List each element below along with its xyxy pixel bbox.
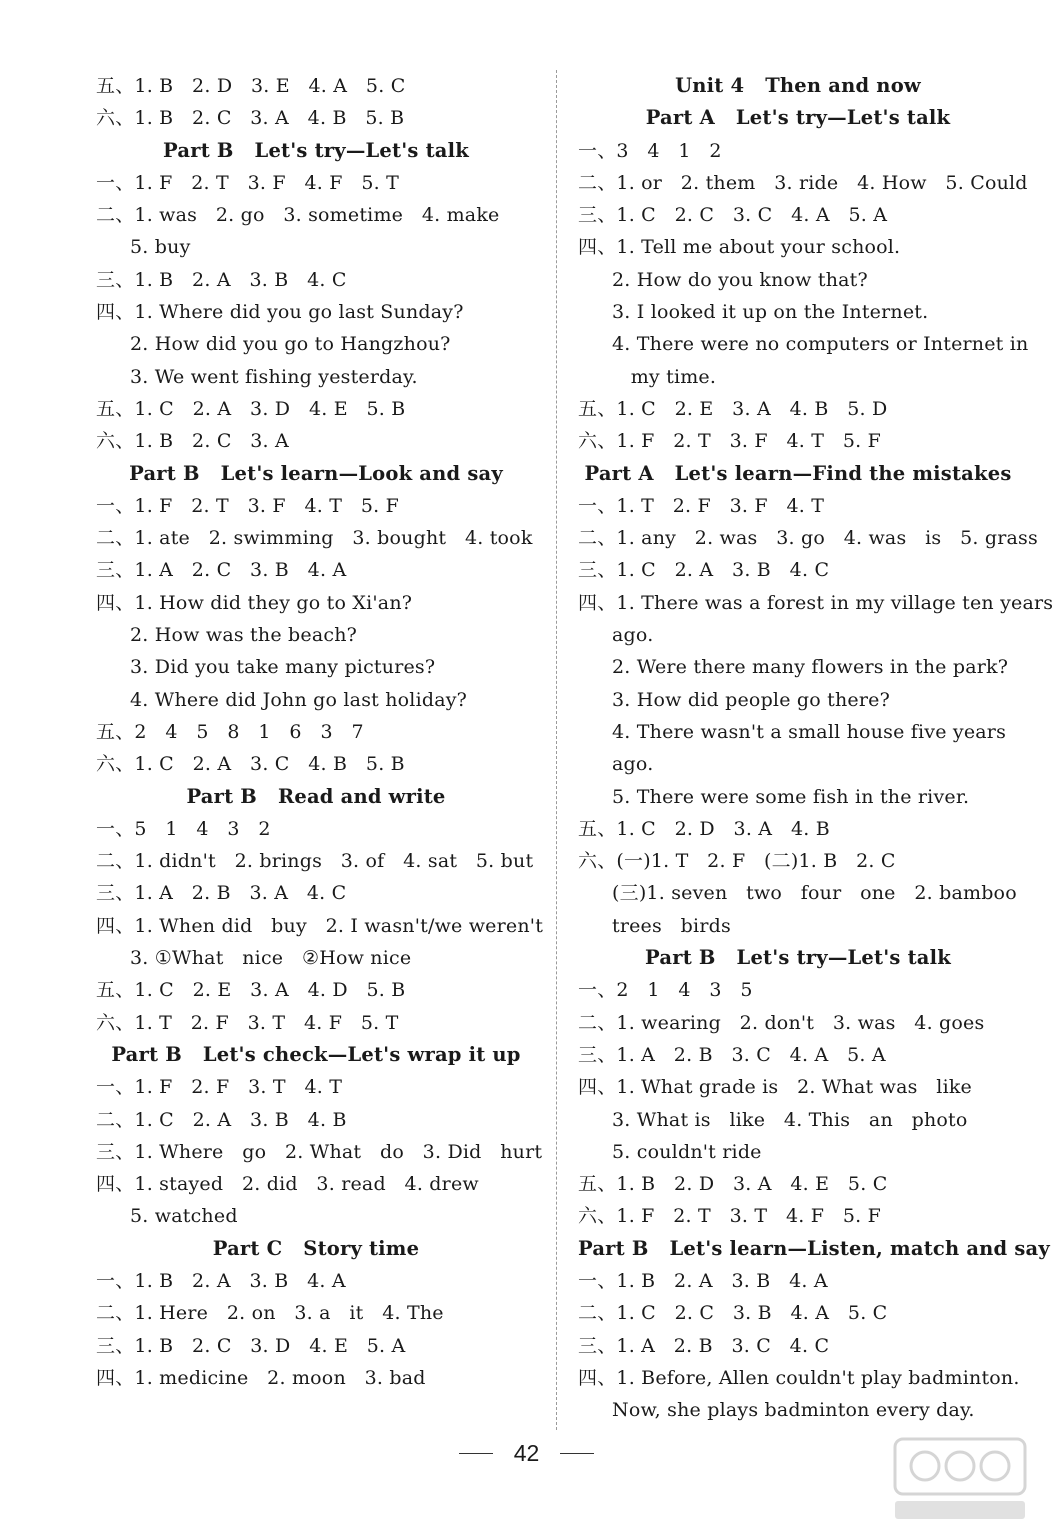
right-answer-line: 四、1. There was a forest in my village ten years <box>578 591 1053 614</box>
right-answer-line: 二、1. wearing 2. don't 3. was 4. goes <box>578 1011 985 1034</box>
right-answer-line: 一、3 4 1 2 <box>578 139 722 162</box>
right-answer-line: 六、(一)1. T 2. F (二)1. B 2. C <box>578 850 896 873</box>
left-answer-line: 三、1. Where go 2. What do 3. Did hurt <box>96 1140 543 1163</box>
right-answer-line: 四、1. What grade is 2. What was like <box>578 1076 973 1099</box>
left-answer-line: 二、1. ate 2. swimming 3. bought 4. took <box>96 527 533 550</box>
left-answer-line: 3. We went fishing yesterday. <box>130 365 418 388</box>
right-answer-line: my time. <box>612 365 717 388</box>
left-answer-line: 四、1. stayed 2. did 3. read 4. drew <box>96 1173 479 1196</box>
right-answer-line: 五、1. C 2. D 3. A 4. B <box>578 817 830 840</box>
right-answer-line: 四、1. Tell me about your school. <box>578 236 901 259</box>
right-answer-line: 一、2 1 4 3 5 <box>578 979 753 1002</box>
left-answer-line: 三、1. A 2. C 3. B 4. A <box>96 559 347 582</box>
left-section-heading: Part B Let's try—Let's talk <box>163 138 469 162</box>
right-answer-line: 二、1. C 2. C 3. B 4. A 5. C <box>578 1302 888 1325</box>
right-answer-line: 5. There were some fish in the river. <box>612 785 970 808</box>
column-divider <box>556 70 557 1430</box>
left-answer-line: 二、1. Here 2. on 3. a it 4. The <box>96 1302 444 1325</box>
left-answer-line: 三、1. A 2. B 3. A 4. C <box>96 882 347 905</box>
right-answer-line: ago. <box>612 624 654 647</box>
left-answer-line: 五、1. B 2. D 3. E 4. A 5. C <box>96 75 406 97</box>
right-answer-line: 三、1. A 2. B 3. C 4. A 5. A <box>578 1043 886 1066</box>
left-answer-line: 六、1. T 2. F 3. T 4. F 5. T <box>96 1011 399 1034</box>
right-answer-line: 三、1. C 2. A 3. B 4. C <box>578 559 830 582</box>
right-answer-line: trees birds <box>612 914 731 937</box>
right-section-heading: Part B Let's learn—Listen, match and say <box>578 1236 1050 1260</box>
left-answer-line: 一、1. F 2. F 3. T 4. T <box>96 1076 343 1099</box>
right-answer-line: 一、1. B 2. A 3. B 4. A <box>578 1269 828 1292</box>
right-answer-line: 3. How did people go there? <box>612 688 890 711</box>
page-number: 42 <box>513 1440 540 1466</box>
right-answer-line: 2. Were there many flowers in the park? <box>612 656 1009 679</box>
right-answer-line: 四、1. Before, Allen couldn't play badminton. <box>578 1366 1020 1389</box>
left-answer-line: 四、1. How did they go to Xi'an? <box>96 591 413 614</box>
left-answer-line: 六、1. C 2. A 3. C 4. B 5. B <box>96 753 405 776</box>
right-answer-line: 五、1. B 2. D 3. A 4. E 5. C <box>578 1173 888 1196</box>
left-answer-column <box>96 70 544 1394</box>
right-answer-line: 4. There were no computers or Internet in <box>612 333 1029 356</box>
right-answer-line: (三)1. seven two four one 2. bamboo <box>612 882 1017 905</box>
footer-dash-left <box>459 1453 493 1454</box>
right-section-heading: Part A Let's learn—Find the mistakes <box>584 461 1012 485</box>
left-answer-line: 2. How did you go to Hangzhou? <box>130 333 451 356</box>
right-section-heading: Unit 4 Then and now <box>675 74 921 97</box>
left-answer-line: 六、1. B 2. C 3. A 4. B 5. B <box>96 107 405 130</box>
left-answer-line: 4. Where did John go last holiday? <box>130 688 468 711</box>
left-section-heading: Part B Read and write <box>186 784 446 808</box>
right-answer-line: 三、1. C 2. C 3. C 4. A 5. A <box>578 204 888 227</box>
watermark-logo <box>885 1431 1035 1526</box>
left-answer-line: 三、1. B 2. C 3. D 4. E 5. A <box>96 1334 406 1357</box>
left-answer-line: 五、1. C 2. E 3. A 4. D 5. B <box>96 979 406 1002</box>
right-answer-column <box>578 70 1053 1426</box>
right-answer-line: 一、1. T 2. F 3. F 4. T <box>578 494 825 517</box>
left-answer-line: 一、5 1 4 3 2 <box>96 817 271 840</box>
right-answer-line: 六、1. F 2. T 3. F 4. T 5. F <box>578 430 882 453</box>
left-answer-line: 四、1. When did buy 2. I wasn't/we weren't <box>96 914 544 937</box>
left-answer-line: 一、1. F 2. T 3. F 4. T 5. F <box>96 494 400 517</box>
left-answer-line: 3. ①What nice ②How nice <box>130 947 412 970</box>
right-answer-line: 三、1. A 2. B 3. C 4. C <box>578 1334 830 1357</box>
right-answer-line: 3. What is like 4. This an photo <box>612 1108 968 1131</box>
left-answer-line: 六、1. B 2. C 3. A <box>96 430 289 453</box>
left-section-heading: Part C Story time <box>212 1236 420 1260</box>
left-answer-line: 四、1. medicine 2. moon 3. bad <box>96 1366 426 1389</box>
footer-dash-right <box>560 1453 594 1454</box>
right-section-heading: Part A Let's try—Let's talk <box>645 106 951 130</box>
left-answer-line: 二、1. was 2. go 3. sometime 4. make <box>96 204 500 227</box>
right-answer-line: Now, she plays badminton every day. <box>612 1399 975 1422</box>
left-answer-line: 五、2 4 5 8 1 6 3 7 <box>96 720 364 743</box>
right-answer-line: 5. couldn't ride <box>612 1140 762 1163</box>
left-answer-line: 二、1. C 2. A 3. B 4. B <box>96 1108 347 1131</box>
right-answer-line: 二、1. any 2. was 3. go 4. was is 5. grass <box>578 527 1038 550</box>
right-answer-line: 六、1. F 2. T 3. T 4. F 5. F <box>578 1205 882 1228</box>
right-answer-line: ago. <box>612 753 654 776</box>
right-answer-line: 4. There wasn't a small house five years <box>612 720 1007 743</box>
right-answer-line: 五、1. C 2. E 3. A 4. B 5. D <box>578 397 888 420</box>
left-answer-line: 3. Did you take many pictures? <box>130 656 436 679</box>
left-answer-line: 四、1. Where did you go last Sunday? <box>96 301 464 324</box>
left-answer-line: 一、1. F 2. T 3. F 4. F 5. T <box>96 171 400 194</box>
left-answer-line: 二、1. didn't 2. brings 3. of 4. sat 5. but <box>96 850 534 873</box>
left-answer-line: 5. watched <box>130 1205 238 1228</box>
right-section-heading: Part B Let's try—Let's talk <box>645 946 951 970</box>
left-answer-line: 2. How was the beach? <box>130 624 358 647</box>
left-section-heading: Part B Let's check—Let's wrap it up <box>111 1042 521 1066</box>
left-answer-line: 三、1. B 2. A 3. B 4. C <box>96 268 347 291</box>
right-answer-line: 2. How do you know that? <box>612 268 868 291</box>
left-answer-line: 5. buy <box>130 236 191 259</box>
right-answer-line: 3. I looked it up on the Internet. <box>612 301 929 324</box>
left-answer-line: 一、1. B 2. A 3. B 4. A <box>96 1269 346 1292</box>
right-answer-line: 二、1. or 2. them 3. ride 4. How 5. Could <box>578 171 1028 194</box>
left-section-heading: Part B Let's learn—Look and say <box>129 461 503 485</box>
left-answer-line: 五、1. C 2. A 3. D 4. E 5. B <box>96 397 406 420</box>
